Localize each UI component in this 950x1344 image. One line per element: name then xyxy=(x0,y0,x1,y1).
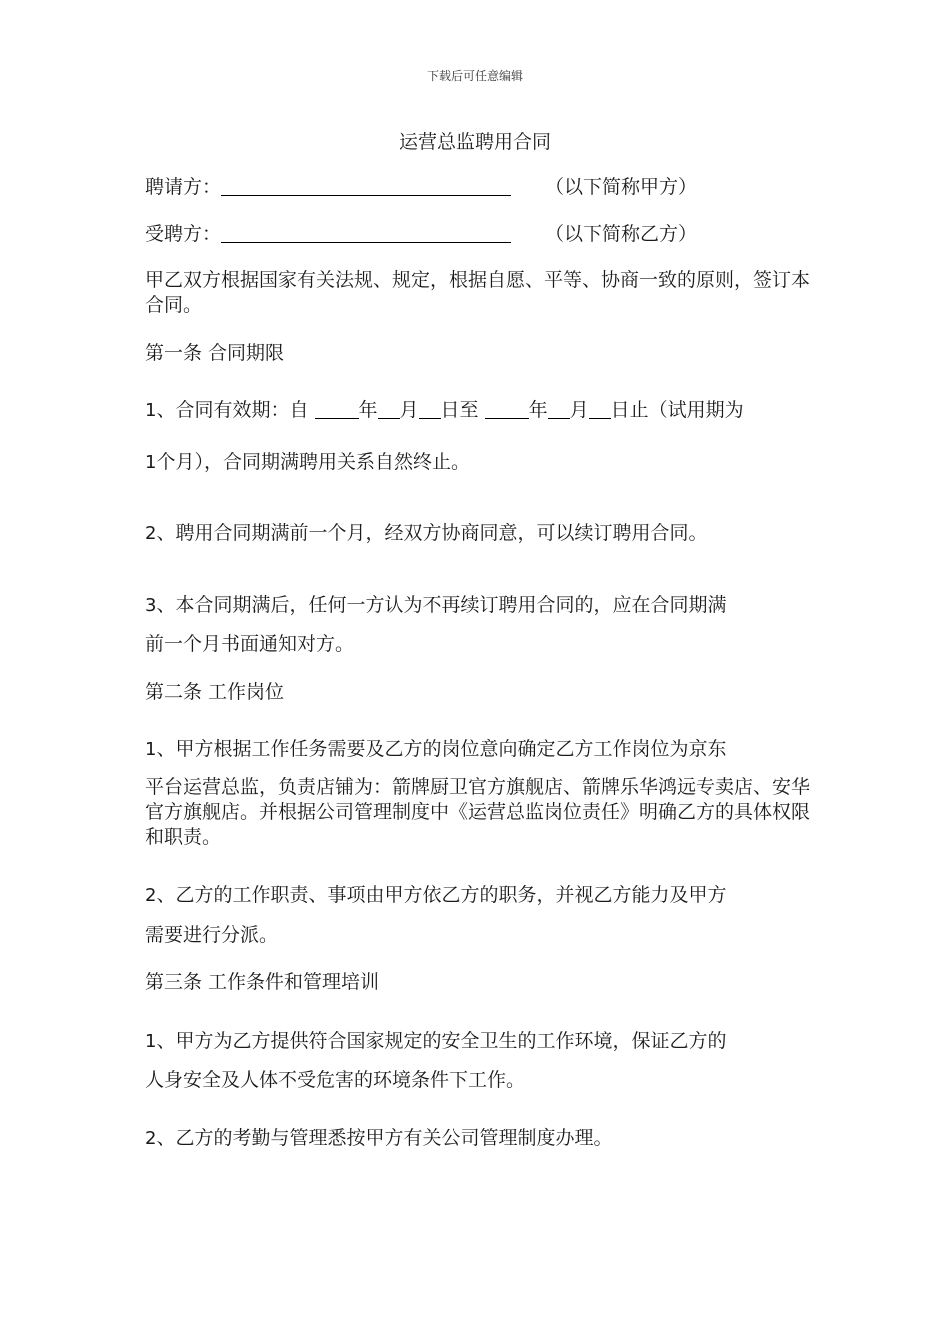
employer-label: 聘请方： xyxy=(145,176,222,198)
article3-clause2 xyxy=(145,1126,810,1151)
clause-text: 、乙方的工作职责、事项由甲方依乙方的职务，并视乙方能力及甲方 xyxy=(156,884,727,906)
year-label: 年 xyxy=(358,399,378,421)
employee-blank[interactable] xyxy=(221,222,511,243)
article2-clause1-rest: 平台运营总监，负责店铺为：箭牌厨卫官方旗舰店、箭牌乐华鸿远专卖店、安华官方旗舰店。并根据公司管理制度中《运营总监岗位责任》明确乙方的具体权限和职责。 xyxy=(145,776,811,848)
probation-rest: 个月），合同期满聘用关系自然终止。 xyxy=(156,451,470,473)
article3-heading: 第三条 工作条件和管理培训 xyxy=(145,971,380,993)
document-title: 运营总监聘用合同 xyxy=(398,131,551,153)
clause-number: 1 xyxy=(145,739,157,760)
article3-clause1-line2: 人身安全及人体不受危害的环境条件下工作。 xyxy=(145,1069,526,1091)
end-day-blank[interactable] xyxy=(589,398,611,419)
month-label: 月 xyxy=(569,399,589,421)
clause-number: 2 xyxy=(145,523,157,544)
intro-paragraph: 甲乙双方根据国家有关法规、规定，根据自愿、平等、协商一致的原则，签订本合同。 xyxy=(145,269,811,316)
end-month-blank[interactable] xyxy=(548,398,570,419)
clause-text: 、本合同期满后，任何一方认为不再续订聘用合同的，应在合同期满 xyxy=(156,594,727,616)
employer-line xyxy=(145,175,810,200)
clause-number: 1 xyxy=(145,400,157,421)
clause-text: 、聘用合同期满前一个月，经双方协商同意，可以续订聘用合同。 xyxy=(156,522,708,544)
employee-line xyxy=(145,222,810,247)
employer-note: （以下简称甲方） xyxy=(545,176,698,198)
month-label: 月 xyxy=(399,399,419,421)
article2-clause1-line1 xyxy=(145,737,810,762)
article1-clause3-line1 xyxy=(145,593,810,618)
article1-clause1-line1 xyxy=(145,398,810,423)
article2-heading: 第二条 工作岗位 xyxy=(145,681,285,703)
clause-number: 3 xyxy=(145,595,157,616)
start-year-blank[interactable] xyxy=(315,398,359,419)
clause-text: 、甲方为乙方提供符合国家规定的安全卫生的工作环境，保证乙方的 xyxy=(156,1030,727,1052)
article1-clause1-line2 xyxy=(145,450,810,475)
article1-clause2 xyxy=(145,521,810,546)
day-end-label: 日止（试用期为 xyxy=(610,399,744,421)
start-day-blank[interactable] xyxy=(419,398,441,419)
clause-number: 2 xyxy=(145,885,157,906)
clause1-prefix: 、合同有效期：自 xyxy=(156,399,309,421)
article1-clause3-line2: 前一个月书面通知对方。 xyxy=(145,633,355,655)
article2-clause2-line2: 需要进行分派。 xyxy=(145,924,279,946)
header-note: 下载后可任意编辑 xyxy=(426,69,523,83)
clause-number: 2 xyxy=(145,1128,157,1149)
end-year-blank[interactable] xyxy=(485,398,529,419)
clause-text: 、乙方的考勤与管理悉按甲方有关公司管理制度办理。 xyxy=(156,1127,613,1149)
day-to-label: 日至 xyxy=(440,399,479,421)
start-month-blank[interactable] xyxy=(378,398,400,419)
clause-text: 、甲方根据工作任务需要及乙方的岗位意向确定乙方工作岗位为京东 xyxy=(156,738,727,760)
year-label: 年 xyxy=(528,399,548,421)
employee-note: （以下简称乙方） xyxy=(545,223,698,245)
probation-months: 1 xyxy=(145,452,157,473)
clause-number: 1 xyxy=(145,1031,157,1052)
article3-clause1-line1 xyxy=(145,1029,810,1054)
article2-clause2-line1 xyxy=(145,883,810,908)
employee-label: 受聘方： xyxy=(145,223,222,245)
article1-heading: 第一条 合同期限 xyxy=(145,342,285,364)
employer-blank[interactable] xyxy=(221,175,511,196)
